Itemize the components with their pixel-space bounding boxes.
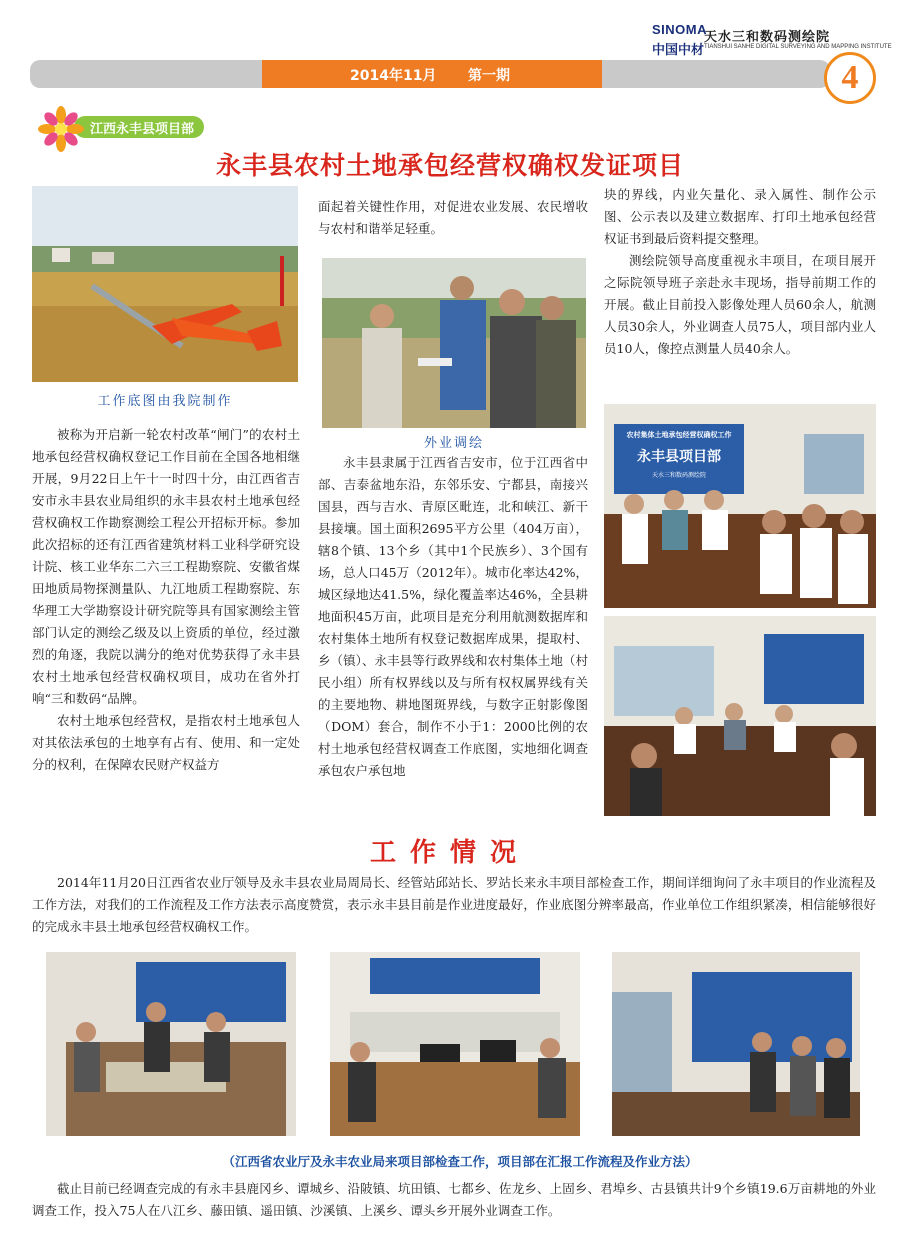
page-number: 4 [824, 52, 876, 104]
photo-field-survey [322, 258, 586, 428]
issue-date: 2014年11月 [350, 68, 437, 84]
final-text [32, 1178, 876, 1222]
institute-name: 天水三和数码测绘院 [704, 30, 831, 45]
paragraph: 块的界线，内业矢量化、录入属性、制作公示图、公示表以及建立数据库、打印土地承包经营权证书到最后资料提交整理。 [604, 187, 876, 246]
column-3-text [604, 184, 876, 360]
paragraph: 永丰县隶属于江西省吉安市，位于江西省中部、吉泰盆地东沿，东邻乐安、宁都县，南接兴国县，西与吉水、青原区毗连，北和峡江、新干县接壤。国土面积2695平方公里（404万亩），辖8个镇、13个乡（其中1个民族乡）、3个国有场，总人口45万（2012年）。城市化率达42%，城区绿地达41.5%，绿化覆盖率达46%，全县耕地面积45万亩，此项目是充分利用航测数据库和农村集体土地所有权登记数据库成果，提取村、乡（镇）、永丰县等行政界线和农村集体土地（村民小组）所有权界线以及与所有权权属界线有关的主要地物、耕地图斑界线，与数字正射影像图（DOM）套合，制作不小于1：2000比例的农村土地承包经营权调查工作底图，实地细化调查承包农户承包地 [318, 455, 588, 778]
article-title: 永丰县农村土地承包经营权确权发证项目 [215, 151, 684, 180]
section-tag [38, 112, 208, 142]
banner-line-3: 天水三和数码测绘院 [651, 472, 706, 479]
photo-meeting-2 [604, 616, 876, 816]
photo-inspection-3 [612, 952, 860, 1136]
column-2-top-text [318, 196, 588, 240]
photo-caption-drone: 工作底图由我院制作 [97, 394, 233, 409]
section-tag-label: 江西永丰县项目部 [90, 122, 195, 137]
photo-inspection-2 [330, 952, 580, 1136]
photo-caption-field: 外业调绘 [423, 436, 484, 451]
logo-brand: SINOMA [652, 22, 707, 37]
column-2-text [318, 452, 588, 782]
work-section-title: 工作情况 [369, 838, 530, 868]
banner-line-2: 永丰县项目部 [637, 449, 721, 465]
paragraph: 2014年11月20日江西省农业厅领导及永丰县农业局周局长、经管站邱站长、罗站长来永丰项目部检查工作，期间详细询问了永丰项目的作业流程及工作方法，对我们的工作流程及工作方法表示高度赞赏，表示永丰县目前是作业进度最好，作业底图分辨率最高，作业单位工作组织紧凑，相信能够很好的完成永丰县土地承包经营权确权工作。 [32, 875, 876, 934]
paragraph: 测绘院领导高度重视永丰项目，在项目展开之际院领导班子亲赴永丰现场，指导前期工作的开展。截止目前投入影像处理人员60余人，航测人员30余人，外业调查人员75人，项目部内业人员10人，像控点测量人员40余人。 [604, 253, 876, 356]
column-1-text [32, 424, 300, 776]
paragraph: 被称为开启新一轮农村改革“闸门”的农村土地承包经营权确权登记工作目前在全国各地相继开展，9月22日上午十一时四十分，由江西省吉安市永丰县农业局组织的永丰县农村土地承包经营权确权工作勘察测绘工程公开招标开标。参加此次招标的还有江西省建筑材料工业科学研究设计院、核工业华东二六三工程勘察院、安徽省煤田地质局物探测量队、九江地质工程勘察院、东华理工大学勘察设计研究院等具有国家测绘主管部门认定的测绘乙级及以上资质的单位，经过激烈的角逐，我院以满分的绝对优势获得了永丰县农村土地承包经营权确权项目，成功在省外打响“三和数码“品牌。 [32, 427, 300, 706]
paragraph: 农村土地承包经营权，是指农村土地承包人对其依法承包的土地享有占有、使用、和一定处分的权利，在保障农民财产权益方 [32, 713, 300, 772]
institute-name-en: TIANSHUI SANHE DIGITAL SURVEYING AND MAPPING INSTITUTE [704, 44, 892, 50]
photo-inspection-1 [46, 952, 296, 1136]
photo-meeting-1 [604, 404, 876, 608]
banner-line-1: 农村集体土地承包经营权确权工作 [626, 431, 732, 439]
logo-brand-cn: 中国中材 [652, 43, 705, 58]
photo-survey-drone [32, 186, 298, 382]
paragraph: 截止目前已经调查完成的有永丰县鹿冈乡、谭城乡、沿陂镇、坑田镇、七都乡、佐龙乡、上固乡、君埠乡、古县镇共计9个乡镇19.6万亩耕地的外业调查工作，投入75人在八江乡、藤田镇、遥田镇、沙溪镇、上溪乡、谭头乡开展外业调查工作。 [32, 1181, 876, 1218]
bottom-photo-caption: （江西省农业厅及永丰农业局来项目部检查工作，项目部在汇报工作流程及作业方法） [222, 1154, 698, 1169]
paragraph: 面起着关键性作用，对促进农业发展、农民增收与农村和谐举足轻重。 [318, 199, 588, 236]
issue-number: 第一期 [468, 68, 510, 84]
work-section-text [32, 872, 876, 938]
